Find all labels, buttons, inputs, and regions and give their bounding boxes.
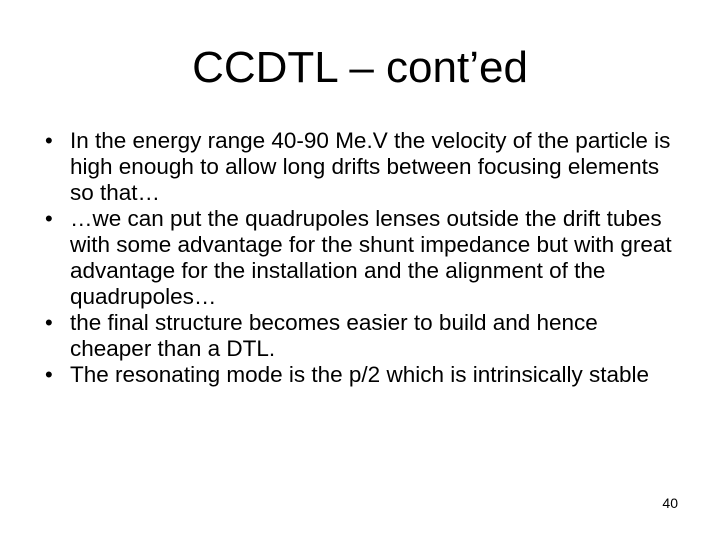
bullet-icon: • <box>45 128 53 153</box>
bullet-item <box>45 310 685 362</box>
bullet-text: The resonating mode is the p/2 which is intrinsically stable <box>70 362 650 387</box>
bullet-item <box>45 206 685 310</box>
bullet-text: In the energy range 40-90 Me.V the velocity of the particle is high enough to allow long drifts between focusing elements so that… <box>70 128 671 205</box>
bullet-icon: • <box>45 206 53 231</box>
bullet-text: …we can put the quadrupoles lenses outside the drift tubes with some advantage for the shunt impedance but with great advantage for the installation and the alignment of the quadrupoles… <box>70 206 672 309</box>
slide-title: CCDTL – cont’ed <box>192 43 528 92</box>
bullet-item <box>45 128 685 206</box>
bullet-item <box>45 362 685 388</box>
bullet-text: the final structure becomes easier to build and hence cheaper than a DTL. <box>70 310 598 361</box>
bullet-icon: • <box>45 310 53 335</box>
page-number: 40 <box>662 495 678 511</box>
bullet-icon: • <box>45 362 53 387</box>
bullet-list <box>45 128 685 388</box>
